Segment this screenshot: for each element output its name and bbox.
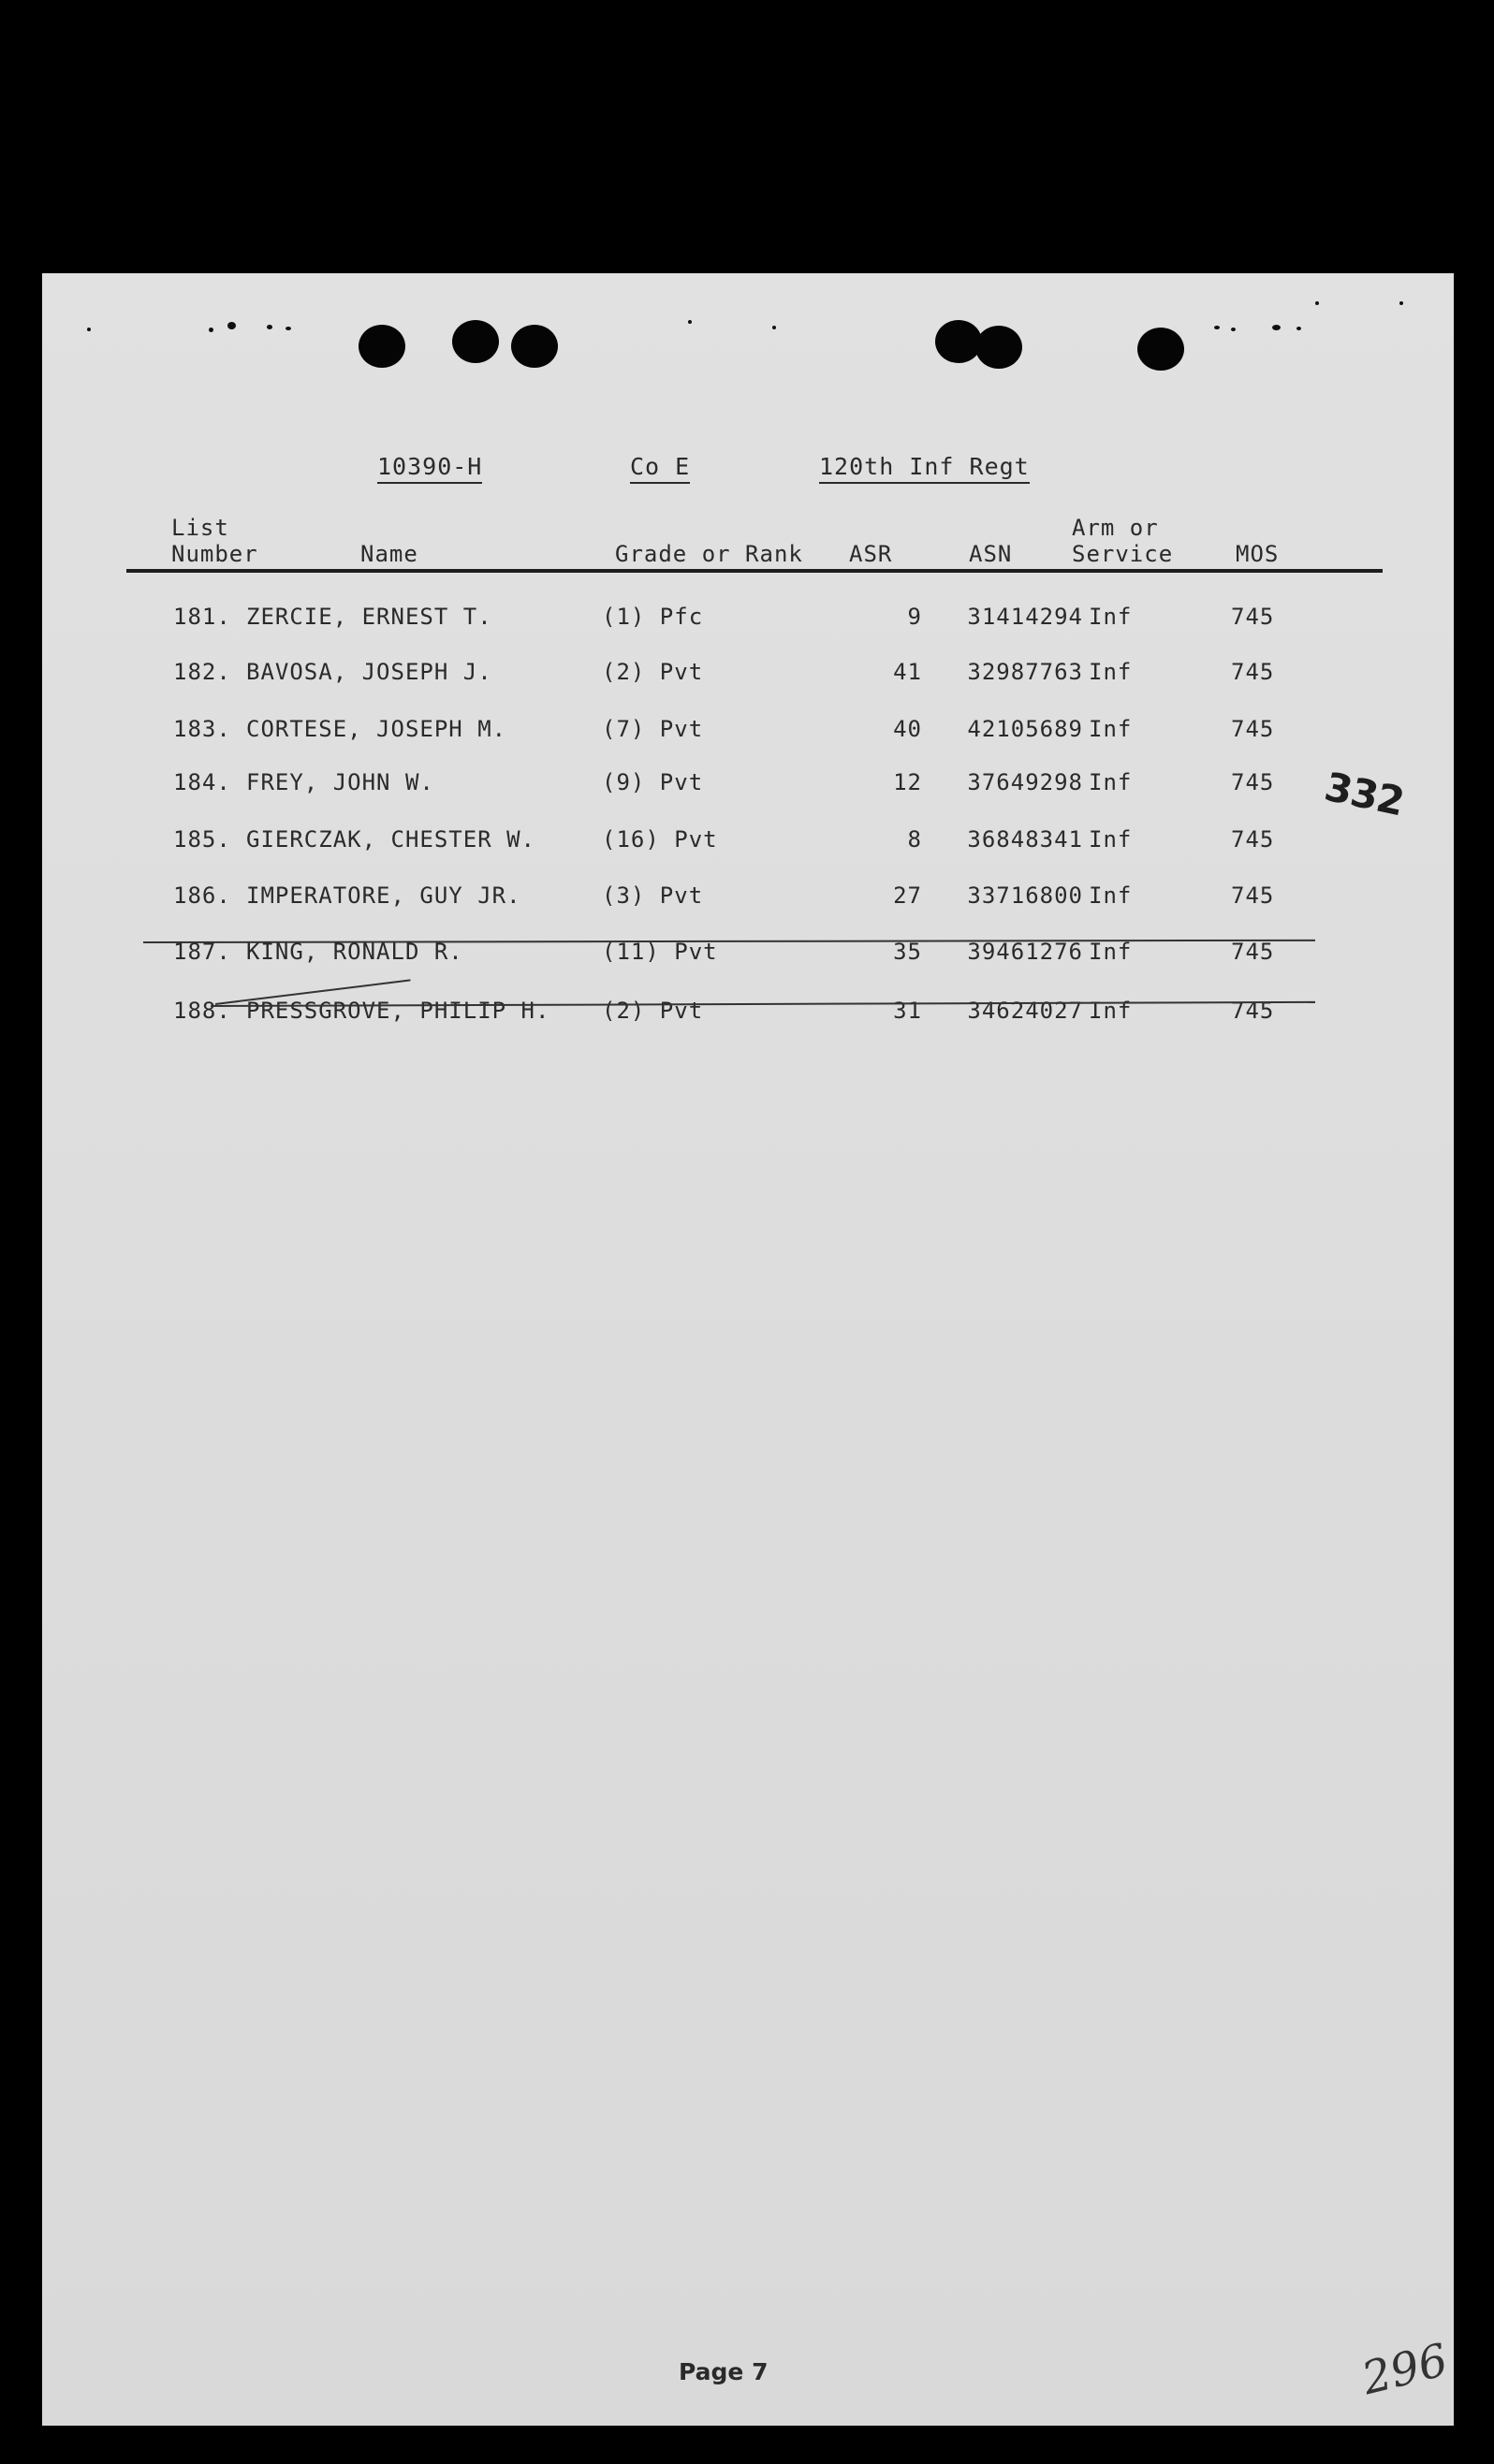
- row-name: BAVOSA, JOSEPH J.: [246, 659, 492, 685]
- row-asr: 35: [893, 939, 922, 965]
- row-asn: 33716800: [967, 882, 1083, 909]
- row-mos: 745: [1231, 716, 1275, 742]
- speck: [1296, 327, 1301, 330]
- row-name: KING, RONALD R.: [246, 939, 463, 965]
- row-arm: Inf: [1089, 826, 1133, 853]
- row-name: CORTESE, JOSEPH M.: [246, 716, 507, 742]
- row-grade: (7) Pvt: [602, 716, 704, 742]
- row-mos: 745: [1231, 939, 1275, 965]
- row-asn: 39461276: [967, 939, 1083, 965]
- row-grade: (9) Pvt: [602, 769, 704, 795]
- table-row: [42, 880, 1454, 917]
- row-asn: 42105689: [967, 716, 1083, 742]
- punch-hole: [511, 325, 558, 368]
- col-asn: ASN: [969, 541, 1013, 567]
- col-grade: Grade or Rank: [615, 541, 803, 567]
- speck: [87, 328, 91, 331]
- header-rule: [126, 569, 1383, 573]
- row-num: 182.: [173, 659, 231, 685]
- speck: [286, 327, 291, 330]
- row-num: 185.: [173, 826, 231, 853]
- page-label: Page 7: [679, 2358, 769, 2385]
- row-mos: 745: [1231, 769, 1275, 795]
- company: Co E: [630, 453, 690, 484]
- speck: [1315, 301, 1319, 305]
- row-arm: Inf: [1089, 998, 1133, 1024]
- row-arm: Inf: [1089, 716, 1133, 742]
- col-arm-line1: Arm or: [1072, 515, 1159, 541]
- table-row: [42, 713, 1454, 751]
- row-asn: 37649298: [967, 769, 1083, 795]
- row-grade: (11) Pvt: [602, 939, 718, 965]
- speck: [209, 328, 213, 332]
- speck: [688, 320, 692, 324]
- row-asn: 34624027: [967, 998, 1083, 1024]
- row-mos: 745: [1231, 998, 1275, 1024]
- row-asr: 12: [893, 769, 922, 795]
- regiment: 120th Inf Regt: [819, 453, 1030, 484]
- punch-hole: [935, 320, 982, 363]
- row-asr: 41: [893, 659, 922, 685]
- row-mos: 745: [1231, 826, 1275, 853]
- col-asr: ASR: [849, 541, 893, 567]
- col-list-number: [171, 515, 258, 567]
- row-grade: (1) Pfc: [602, 604, 704, 630]
- row-num: 181.: [173, 604, 231, 630]
- row-asr: 31: [893, 998, 922, 1024]
- col-name: Name: [360, 541, 418, 567]
- row-num: 188.: [173, 998, 231, 1024]
- speck: [1214, 326, 1220, 329]
- row-name: IMPERATORE, GUY JR.: [246, 882, 521, 909]
- table-row: [42, 995, 1454, 1032]
- punch-hole: [452, 320, 499, 363]
- row-num: 187.: [173, 939, 231, 965]
- row-num: 183.: [173, 716, 231, 742]
- row-asr: 27: [893, 882, 922, 909]
- row-asr: 40: [893, 716, 922, 742]
- row-arm: Inf: [1089, 882, 1133, 909]
- col-list-number-line2: Number: [171, 541, 258, 567]
- speck: [227, 322, 236, 329]
- document-page: [42, 273, 1454, 2426]
- row-asn: 32987763: [967, 659, 1083, 685]
- table-row: [42, 601, 1454, 638]
- speck: [1231, 328, 1236, 331]
- row-num: 184.: [173, 769, 231, 795]
- col-arm-line2: Service: [1072, 541, 1174, 567]
- row-asr: 9: [907, 604, 922, 630]
- punch-hole: [359, 325, 405, 368]
- row-name: GIERCZAK, CHESTER W.: [246, 826, 535, 853]
- row-mos: 745: [1231, 882, 1275, 909]
- table-row: [42, 766, 1454, 804]
- row-num: 186.: [173, 882, 231, 909]
- speck: [772, 326, 776, 329]
- row-grade: (2) Pvt: [602, 998, 704, 1024]
- table-row: [42, 656, 1454, 693]
- row-grade: (16) Pvt: [602, 826, 718, 853]
- row-grade: (2) Pvt: [602, 659, 704, 685]
- col-arm: [1072, 515, 1173, 567]
- col-mos: MOS: [1236, 541, 1280, 567]
- file-number: 10390-H: [377, 453, 482, 484]
- row-asr: 8: [907, 826, 922, 853]
- table-row: [42, 824, 1454, 861]
- row-arm: Inf: [1089, 939, 1133, 965]
- folio-number: 296: [1356, 2333, 1454, 2406]
- speck: [1272, 325, 1281, 330]
- col-list-number-line1: List: [171, 515, 229, 541]
- row-arm: Inf: [1089, 659, 1133, 685]
- speck: [267, 325, 272, 329]
- row-mos: 745: [1231, 604, 1275, 630]
- row-grade: (3) Pvt: [602, 882, 704, 909]
- stamp-number: 332: [1320, 763, 1408, 825]
- row-arm: Inf: [1089, 769, 1133, 795]
- row-name: FREY, JOHN W.: [246, 769, 434, 795]
- speck: [1399, 301, 1403, 305]
- row-name: PRESSGROVE, PHILIP H.: [246, 998, 550, 1024]
- row-name: ZERCIE, ERNEST T.: [246, 604, 492, 630]
- row-mos: 745: [1231, 659, 1275, 685]
- row-asn: 31414294: [967, 604, 1083, 630]
- punch-hole: [1137, 328, 1184, 371]
- row-arm: Inf: [1089, 604, 1133, 630]
- punch-hole: [975, 326, 1022, 369]
- row-asn: 36848341: [967, 826, 1083, 853]
